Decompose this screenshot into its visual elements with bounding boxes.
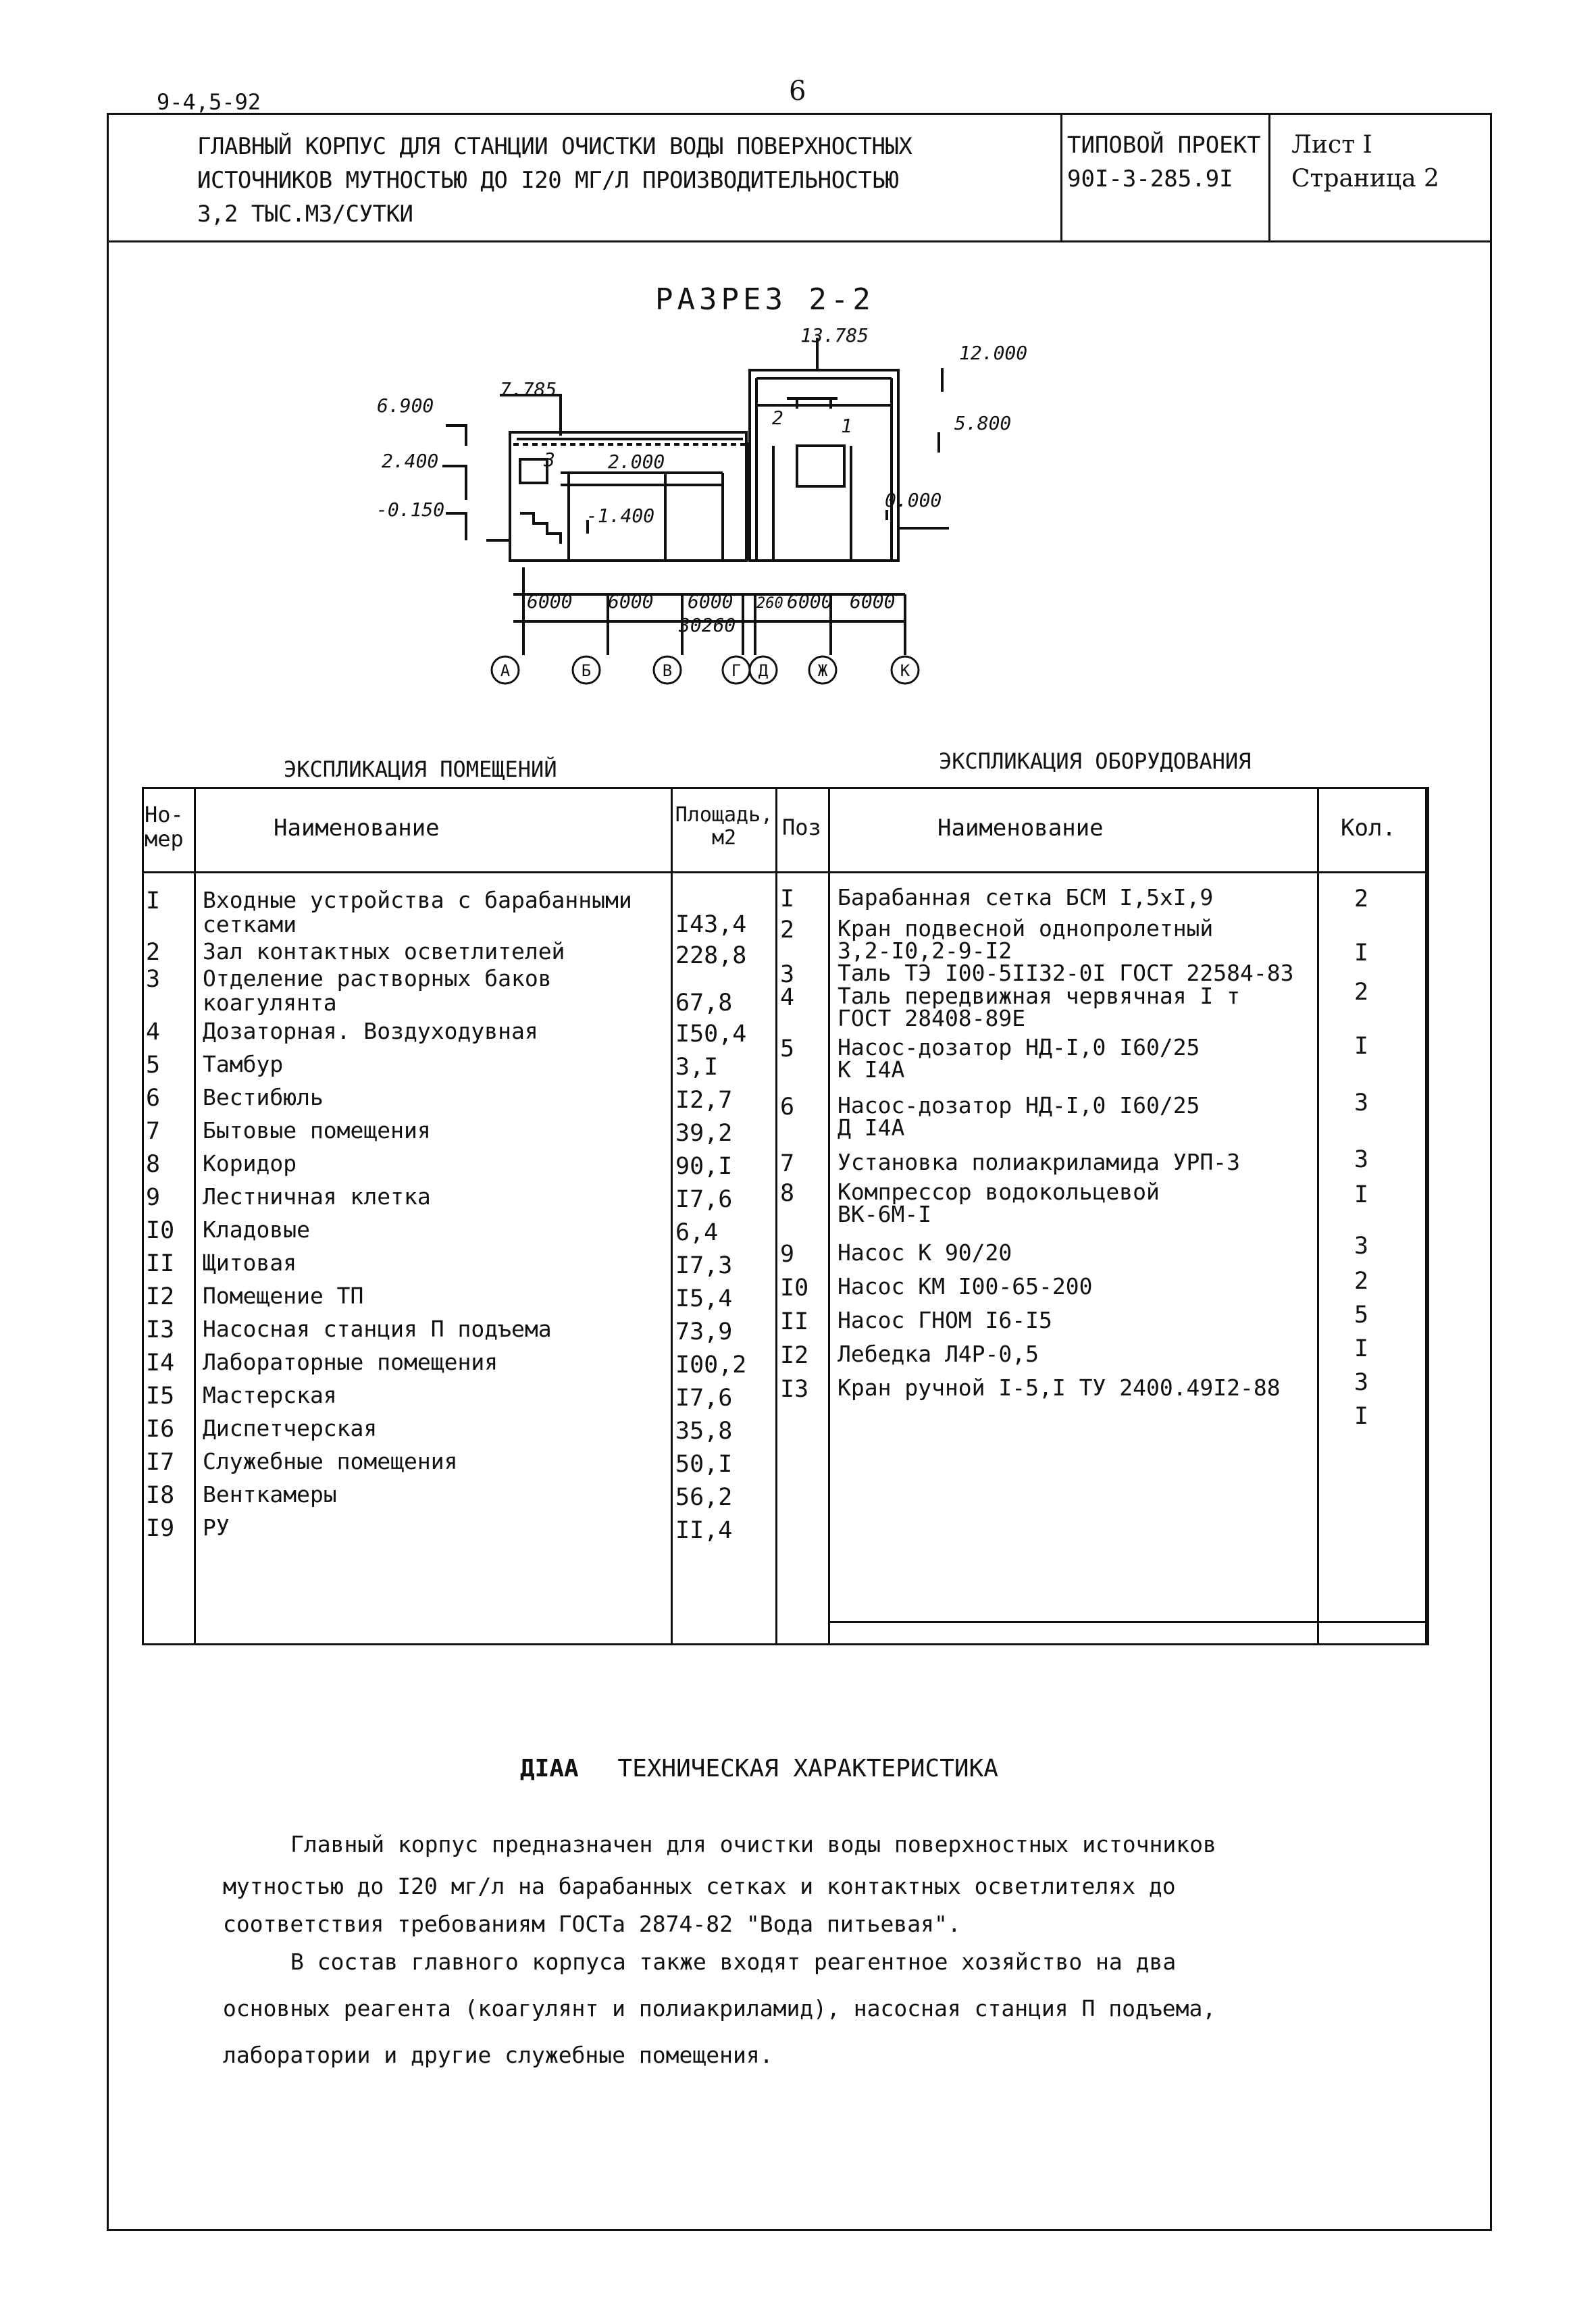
axis-label: Ж <box>817 661 828 680</box>
equipment-qty: 3 <box>1354 1089 1369 1116</box>
drum-screen <box>797 446 844 486</box>
room-name: Щитовая <box>203 1250 297 1276</box>
equipment-name: Таль передвижная червячная I т ГОСТ 28408-89Е <box>838 983 1241 1031</box>
tech-line: соответствия требованиям ГОСТа 2874-82 "Вода питьевая". <box>223 1911 961 1937</box>
room-area: 6,4 <box>675 1219 719 1246</box>
equipment-qty: 2 <box>1354 1268 1369 1295</box>
dimension-label: 260 <box>756 595 783 612</box>
room-num: I7 <box>146 1449 175 1476</box>
room-name: Кладовые <box>203 1216 310 1243</box>
equipment-qty: I <box>1354 1181 1369 1208</box>
room-name: Зал контактных осветлителей <box>203 938 565 965</box>
room-name: Служебные помещения <box>203 1448 458 1474</box>
level-label: 0.000 <box>885 489 942 511</box>
equipment-name: Компрессор водокольцевой ВК-6М-I <box>838 1179 1160 1227</box>
room-num: I4 <box>146 1349 175 1377</box>
room-name: Диспетчерская <box>203 1415 378 1441</box>
room-area: I00,2 <box>675 1352 747 1379</box>
room-name: Вестибюль <box>203 1084 324 1110</box>
room-name: Отделение растворных баков коагулянта <box>203 965 552 1016</box>
room-name: Входные устройства с барабанными сетками <box>203 887 632 937</box>
dimension-label: 6000 <box>527 590 573 613</box>
tech-line: основных реагента (коагулянт и полиакриламид), насосная станция П подъема, <box>223 1995 1216 2022</box>
room-area: I50,4 <box>675 1021 747 1048</box>
title-line: ИСТОЧНИКОВ МУТНОСТЬЮ ДО I20 МГ/Л ПРОИЗВОДИТЕЛЬНОСТЬЮ <box>197 167 899 194</box>
room-area: I2,7 <box>675 1087 733 1114</box>
room-area: I5,4 <box>675 1285 733 1312</box>
equipment-qty: 2 <box>1354 885 1369 912</box>
dimension-label: 6000 <box>850 590 896 613</box>
level-label: 2.400 <box>382 450 439 472</box>
equipment-name-column <box>838 886 1310 1410</box>
dimension-label: 6000 <box>608 590 654 613</box>
room-num: 7 <box>146 1118 161 1145</box>
equipment-qty: I <box>1354 1033 1369 1060</box>
rooms-header-area: Площадь, м2 <box>675 803 773 850</box>
dimension-label: 6000 <box>787 590 833 613</box>
rooms-area-column <box>675 912 770 1551</box>
room-num: II <box>146 1250 175 1277</box>
section-title: РАЗРЕЗ 2-2 <box>655 282 875 317</box>
room-area: 35,8 <box>675 1418 733 1445</box>
level-label: 12.000 <box>959 342 1028 364</box>
project-label: ТИПОВОЙ ПРОЕКТ <box>1067 132 1261 159</box>
document-code: 9-4,5-92 <box>157 89 261 115</box>
room-name: Коридор <box>203 1150 297 1177</box>
equipment-pos: 8 <box>780 1180 795 1207</box>
axis-label: В <box>662 661 673 680</box>
room-num: I0 <box>146 1217 175 1244</box>
room-area: 39,2 <box>675 1120 733 1147</box>
room-num: I8 <box>146 1482 175 1509</box>
room-name: РУ <box>203 1514 230 1541</box>
rooms-name-column <box>203 888 669 1549</box>
axis-label: К <box>900 661 910 680</box>
room-name: Мастерская <box>203 1382 337 1408</box>
room-num: I6 <box>146 1416 175 1443</box>
room-num: 5 <box>146 1052 161 1079</box>
room-name: Венткамеры <box>203 1481 337 1508</box>
level-label: 7.785 <box>500 378 557 401</box>
equipment-pos: 6 <box>780 1094 795 1121</box>
equipment-qty: 3 <box>1354 1233 1369 1260</box>
equipment-name: Насос К 90/20 <box>838 1239 1012 1266</box>
tech-marker: ДIАА <box>520 1755 579 1782</box>
page-label: Страница 2 <box>1291 165 1439 192</box>
room-num: I <box>146 888 161 915</box>
equipment-qty: 3 <box>1354 1369 1369 1396</box>
section-drawing <box>0 0 1596 716</box>
equipment-name: Насос КМ I00-65-200 <box>838 1273 1093 1300</box>
equipment-header-name: Наименование <box>937 815 1104 842</box>
title-line: 3,2 ТЫС.М3/СУТКИ <box>197 201 413 228</box>
room-area: 228,8 <box>675 942 747 969</box>
equipment-pos: 2 <box>780 917 795 944</box>
room-area: 3,I <box>675 1054 719 1081</box>
level-label: 5.800 <box>954 412 1012 434</box>
total-dimension-label: 30260 <box>679 614 736 636</box>
tech-title: ТЕХНИЧЕСКАЯ ХАРАКТЕРИСТИКА <box>617 1755 998 1782</box>
tech-line: В состав главного корпуса также входят реагентное хозяйство на два <box>290 1949 1177 1975</box>
callout-label: 1 <box>841 415 852 437</box>
room-area: I7,3 <box>675 1252 733 1279</box>
room-name: Тамбур <box>203 1051 284 1077</box>
room-num: 3 <box>146 966 161 993</box>
room-num: I3 <box>146 1316 175 1343</box>
room-area: I7,6 <box>675 1385 733 1412</box>
equipment-name: Таль ТЭ I00-5II32-0I ГОСТ 22584-83 <box>838 960 1294 986</box>
equipment-pos: 7 <box>780 1150 795 1177</box>
project-number: 90I-3-285.9I <box>1067 165 1233 192</box>
sheet-number: Лист I <box>1291 131 1372 159</box>
dimension-label: 6000 <box>688 590 733 613</box>
room-num: I2 <box>146 1283 175 1310</box>
equipment-qty: 3 <box>1354 1146 1369 1173</box>
room-area: I7,6 <box>675 1186 733 1213</box>
room-name: Насосная станция П подъема <box>203 1316 552 1342</box>
room-area: 73,9 <box>675 1318 733 1345</box>
axis-label: Д <box>758 661 769 680</box>
equipment-pos: I <box>780 885 795 912</box>
rooms-header-name: Наименование <box>274 815 440 842</box>
room-area: 50,I <box>675 1451 733 1478</box>
tech-line: лаборатории и другие служебные помещения. <box>223 2042 773 2068</box>
equipment-name: Насос-дозатор НД-I,0 I60/25 Д I4А <box>838 1092 1200 1141</box>
equipment-name: Насос ГНОМ I6-I5 <box>838 1307 1052 1333</box>
room-area: II,4 <box>675 1517 733 1544</box>
axis-label: А <box>500 661 511 680</box>
equipment-pos-column <box>780 886 826 1410</box>
equipment-qty: 2 <box>1354 979 1369 1006</box>
level-label: 6.900 <box>377 394 434 417</box>
equipment-name: Барабанная сетка БСМ I,5хI,9 <box>838 884 1214 910</box>
tech-line: мутностью до I20 мг/л на барабанных сетках и контактных осветлителях до <box>223 1873 1176 1899</box>
equipment-qty-column <box>1354 886 1395 1437</box>
room-num: 8 <box>146 1151 161 1178</box>
equipment-name: Насос-дозатор НД-I,0 I60/25 К I4А <box>838 1034 1200 1083</box>
equipment-header-qty: Кол. <box>1341 815 1396 842</box>
equipment-caption: ЭКСПЛИКАЦИЯ ОБОРУДОВАНИЯ <box>939 748 1252 774</box>
room-name: Лабораторные помещения <box>203 1349 498 1375</box>
room-area: 67,8 <box>675 989 733 1017</box>
equipment-pos: I3 <box>780 1376 809 1403</box>
equipment-pos: I0 <box>780 1275 809 1302</box>
room-num: 2 <box>146 939 161 966</box>
rooms-num-column <box>146 888 193 1549</box>
equipment-name: Лебедка Л4Р-0,5 <box>838 1341 1039 1367</box>
tech-text <box>223 1824 1317 2076</box>
room-area: 56,2 <box>675 1484 733 1511</box>
level-label: -1.400 <box>586 505 655 527</box>
room-num: 6 <box>146 1085 161 1112</box>
room-name: Дозаторная. Воздуходувная <box>203 1018 538 1044</box>
room-area: 90,I <box>675 1153 733 1180</box>
rooms-caption: ЭКСПЛИКАЦИЯ ПОМЕЩЕНИЙ <box>284 756 557 782</box>
level-label: 2.000 <box>608 451 665 473</box>
equipment-pos: II <box>780 1308 809 1335</box>
axis-label: Г <box>731 661 742 680</box>
rooms-header-num: Но-мер <box>145 802 184 852</box>
room-num: 4 <box>146 1019 161 1046</box>
equipment-pos: 3 <box>780 961 795 988</box>
equipment-qty: I <box>1354 940 1369 967</box>
callout-label: 3 <box>544 448 555 471</box>
equipment-qty: 5 <box>1354 1302 1369 1329</box>
tech-heading <box>520 1755 998 1782</box>
equipment-qty: I <box>1354 1335 1369 1362</box>
equipment-name: Установка полиакриламида УРП-3 <box>838 1149 1241 1175</box>
callout-label: 2 <box>772 407 783 429</box>
equipment-name: Кран подвесной однопролетный 3,2-I0,2-9-I2 <box>838 915 1214 964</box>
level-label: 13.785 <box>800 324 869 346</box>
equipment-pos: 9 <box>780 1241 795 1268</box>
room-num: 9 <box>146 1184 161 1211</box>
room-num: I9 <box>146 1515 175 1542</box>
equipment-header-pos: Поз <box>782 815 821 840</box>
title-line: ГЛАВНЫЙ КОРПУС ДЛЯ СТАНЦИИ ОЧИСТКИ ВОДЫ ПОВЕРХНОСТНЫХ <box>197 133 912 160</box>
room-num: I5 <box>146 1383 175 1410</box>
tech-line: Главный корпус предназначен для очистки воды поверхностных источников <box>290 1831 1216 1857</box>
equipment-qty: I <box>1354 1403 1369 1430</box>
equipment-name: Кран ручной I-5,I ТУ 2400.49I2-88 <box>838 1374 1281 1401</box>
axis-label: Б <box>581 661 592 680</box>
equipment-pos: 4 <box>780 984 795 1011</box>
page-number: 6 <box>789 76 806 107</box>
room-name: Лестничная клетка <box>203 1183 431 1210</box>
level-label: -0.150 <box>376 498 445 521</box>
room-name: Бытовые помещения <box>203 1117 431 1143</box>
equipment-pos: I2 <box>780 1342 809 1369</box>
room-area: I43,4 <box>675 911 747 938</box>
equipment-pos: 5 <box>780 1035 795 1062</box>
room-name: Помещение ТП <box>203 1283 364 1309</box>
